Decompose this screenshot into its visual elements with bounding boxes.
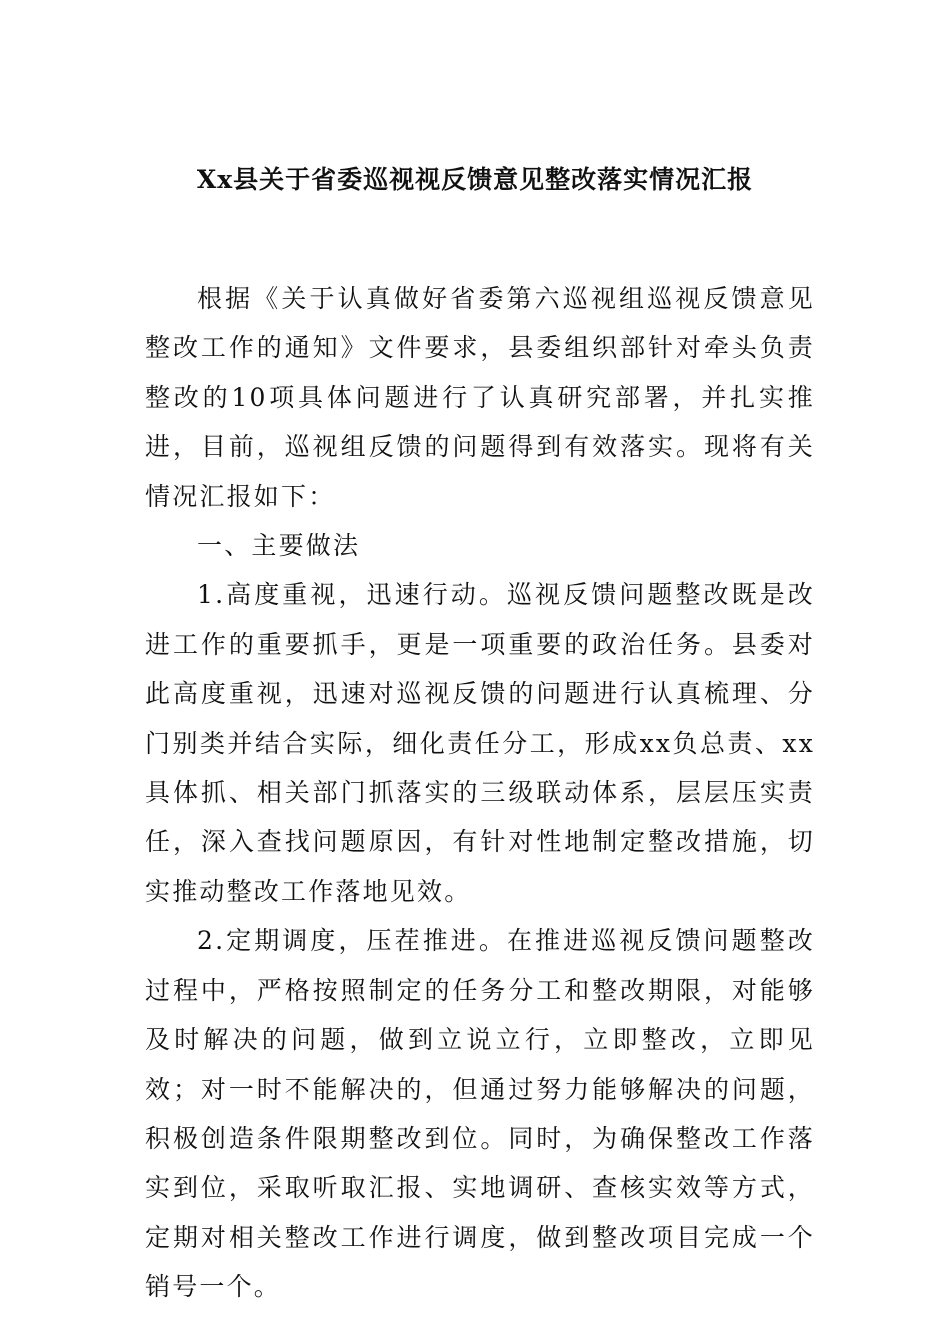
- item-2-paragraph: 2.定期调度，压茬推进。在推进巡视反馈问题整改过程中，严格按照制定的任务分工和整改期限，对能够及时解决的问题，做到立说立行，立即整改，立即见效；对一时不能解决的，但通过努力能够解决的问题，积极创造条件限期整改到位。同时，为确保整改工作落实到位，采取听取汇报、实地调研、查核实效等方式，定期对相关整改工作进行调度，做到整改项目完成一个销号一个。: [145, 926, 815, 1302]
- intro-paragraph: 根据《关于认真做好省委第六巡视组巡视反馈意见整改工作的通知》文件要求，县委组织部针对牵头负责整改的10项具体问题进行了认真研究部署，并扎实推进，目前，巡视组反馈的问题得到有效落实。现将有关情况汇报如下：: [145, 284, 815, 511]
- section-heading: 一、主要做法: [197, 531, 361, 561]
- item-1-paragraph: 1.高度重视，迅速行动。巡视反馈问题整改既是改进工作的重要抓手，更是一项重要的政治任务。县委对此高度重视，迅速对巡视反馈的问题进行认真梳理、分门别类并结合实际，细化责任分工，形成xx负总责、xx具体抓、相关部门抓落实的三级联动体系，层层压实责任，深入查找问题原因，有针对性地制定整改措施，切实推动整改工作落地见效。: [145, 580, 815, 906]
- document-body: [145, 274, 815, 1312]
- document-title: Xx县关于省委巡视视反馈意见整改落实情况汇报: [196, 165, 754, 194]
